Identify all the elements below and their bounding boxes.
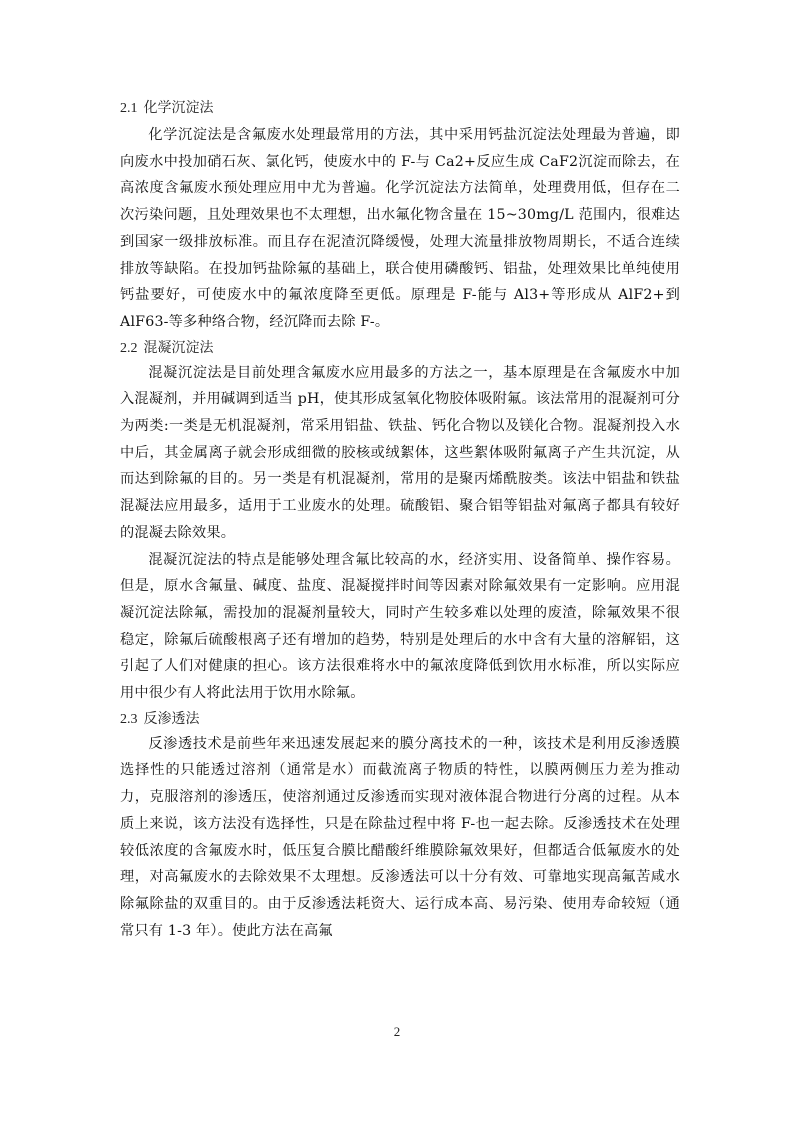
page-number: 2 bbox=[393, 1024, 401, 1039]
section-number: 2.3 bbox=[120, 711, 138, 727]
section-number: 2.1 bbox=[120, 101, 138, 116]
section-number: 2.2 bbox=[120, 340, 138, 356]
section-title: 混凝沉淀法 bbox=[143, 339, 214, 356]
paragraph: 混凝沉淀法是目前处理含氟废水应用最多的方法之一，基本原理是在含氟废水中加入混凝剂，并用碱调到适当 pH，使其形成氢氧化物胶体吸附氟。该法常用的混凝剂可分为两类:一类是无机混凝剂，常采用铝盐、铁盐、钙化合物以及镁化合物。混凝剂投入水中后，其金属离子就会形成细微的胶核或绒絮体，这些絮体吸附氟离子产生共沉淀，从而达到除氟的目的。另一类是有机混凝剂，常用的是聚丙烯酰胺类。该法中铝盐和铁盐混凝法应用最多，适用于工业废水的处理。硫酸铝、聚合铝等铝盐对氟离子都具有较好的混凝去除效果。 bbox=[120, 364, 680, 541]
section-heading bbox=[120, 96, 680, 120]
paragraph: 化学沉淀法是含氟废水处理最常用的方法，其中采用钙盐沉淀法处理最为普遍，即向废水中投加硝石灰、氯化钙，使废水中的 F-与 Ca2+反应生成 CaF2沉淀而除去，在高浓度含氟废水预处理应用中尤为普遍。化学沉淀法方法简单，处理费用低，但存在二次污染问题，且处理效果也不太理想，出水氟化物含量在 15~30mg/L 范围内，很难达到国家一级排放标准。而且存在泥渣沉降缓慢，处理大流量排放物周期长，不适合连续排放等缺陷。在投加钙盐除氟的基础上，联合使用磷酸钙、铝盐，处理效果比单纯使用钙盐要好，可使废水中的氟浓度降至更低。原理是 F-能与 Al3+等形成从 AlF2+到 AlF63-等多种络合物，经沉降而去除 F-。 bbox=[120, 127, 680, 330]
section-title: 化学沉淀法 bbox=[143, 100, 214, 116]
document-body bbox=[120, 96, 680, 944]
paragraph: 反渗透技术是前些年来迅速发展起来的膜分离技术的一种，该技术是利用反渗透膜选择性的只能透过溶剂（通常是水）而截流离子物质的特性，以膜两侧压力差为推动力，克服溶剂的渗透压，使溶剂通过反渗透而实现对液体混合物进行分离的过程。从本质上来说，该方法没有选择性，只是在除盐过程中将 F-也一起去除。反渗透技术在处理较低浓度的含氟废水时，低压复合膜比醋酸纤维膜除氟效果好，但都适合低氟废水的处理，对高氟废水的去除效果不太理想。反渗透法可以十分有效、可靠地实现高氟苦咸水除氟除盐的双重目的。由于反渗透法耗资大、运行成本高、易污染、使用寿命较短（通常只有 1-3 年）。使此方法在高氟 bbox=[120, 735, 680, 939]
section-2-1 bbox=[120, 96, 680, 336]
section-heading bbox=[120, 707, 680, 731]
section-title: 反渗透法 bbox=[143, 710, 200, 727]
paragraph: 混凝沉淀法的特点是能够处理含氟比较高的水，经济实用、设备简单、操作容易。但是，原水含氟量、碱度、盐度、混凝搅拌时间等因素对除氟效果有一定影响。应用混凝沉淀法除氟，需投加的混凝剂量较大，同时产生较多难以处理的废渣，除氟效果不很稳定，除氟后硫酸根离子还有增加的趋势，特别是处理后的水中含有大量的溶解铝，这引起了人们对健康的担心。该方法很难将水中的氟浓度降低到饮用水标准，所以实际应用中很少有人将此法用于饮用水除氟。 bbox=[120, 551, 680, 702]
section-heading bbox=[120, 336, 680, 360]
section-2-3 bbox=[120, 707, 680, 945]
section-2-2 bbox=[120, 336, 680, 707]
